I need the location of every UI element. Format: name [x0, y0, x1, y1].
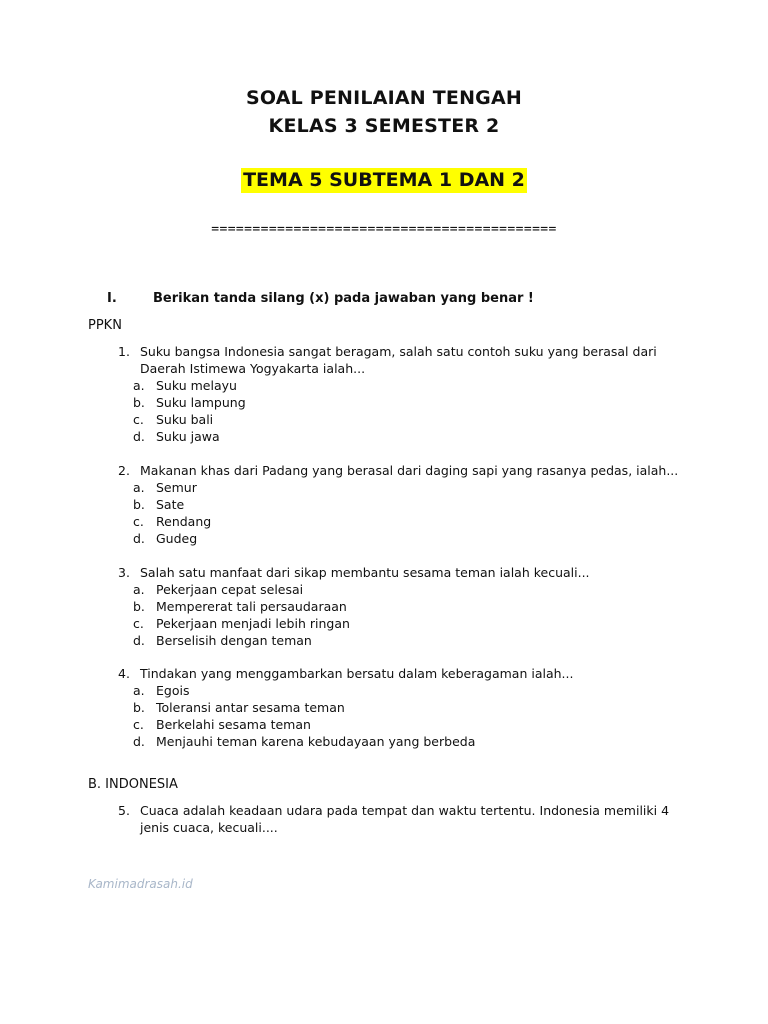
instruction-number: I.: [107, 291, 117, 306]
option-text: Suku melayu: [156, 378, 237, 393]
question-line: [118, 802, 678, 819]
option-text: Gudeg: [156, 531, 198, 546]
answer-option[interactable]: [118, 615, 678, 632]
section-heading-bahasa-indonesia: B. INDONESIA: [88, 777, 178, 792]
question-4: [118, 665, 678, 750]
answer-option[interactable]: [118, 682, 678, 699]
instruction-text: Berikan tanda silang (x) pada jawaban yang benar !: [153, 291, 534, 306]
answer-option[interactable]: [118, 377, 678, 394]
option-letter: d.: [133, 429, 145, 444]
question-line: [118, 343, 678, 360]
question-text: Cuaca adalah keadaan udara pada tempat dan waktu tertentu. Indonesia memiliki 4: [140, 803, 670, 818]
option-letter: c.: [133, 717, 144, 732]
option-text: Pekerjaan cepat selesai: [156, 582, 304, 597]
question-2: [118, 462, 678, 547]
answer-option[interactable]: [118, 394, 678, 411]
answer-option[interactable]: [118, 496, 678, 513]
question-3: [118, 564, 678, 649]
question-text: Salah satu manfaat dari sikap membantu sesama teman ialah kecuali...: [140, 565, 590, 580]
option-letter: b.: [133, 599, 145, 614]
option-text: Toleransi antar sesama teman: [156, 700, 345, 715]
option-letter: c.: [133, 412, 144, 427]
option-letter: a.: [133, 378, 145, 393]
question-line: [118, 665, 678, 682]
answer-option[interactable]: [118, 598, 678, 615]
theme-heading-wrapper: [0, 168, 768, 193]
option-text: Berkelahi sesama teman: [156, 717, 311, 732]
option-text: Egois: [156, 683, 190, 698]
question-number: 2.: [118, 463, 130, 478]
option-letter: a.: [133, 480, 145, 495]
option-letter: b.: [133, 497, 145, 512]
answer-option[interactable]: [118, 513, 678, 530]
answer-option[interactable]: [118, 428, 678, 445]
option-letter: a.: [133, 582, 145, 597]
option-text: Mempererat tali persaudaraan: [156, 599, 347, 614]
option-letter: b.: [133, 395, 145, 410]
answer-option[interactable]: [118, 411, 678, 428]
question-1: [118, 343, 678, 445]
option-text: Suku lampung: [156, 395, 246, 410]
option-text: Suku bali: [156, 412, 214, 427]
question-number: 3.: [118, 565, 130, 580]
section-heading-ppkn: PPKN: [88, 318, 122, 333]
question-5: [118, 802, 678, 836]
option-text: Suku jawa: [156, 429, 220, 444]
option-text: Pekerjaan menjadi lebih ringan: [156, 616, 350, 631]
question-number: 1.: [118, 344, 130, 359]
document-title-line-2: KELAS 3 SEMESTER 2: [268, 115, 500, 137]
footer-watermark: Kamimadrasah.id: [88, 877, 193, 891]
answer-option[interactable]: [118, 479, 678, 496]
option-text: Berselisih dengan teman: [156, 633, 312, 648]
answer-option[interactable]: [118, 699, 678, 716]
divider-line: ==========================================: [211, 222, 557, 237]
answer-option[interactable]: [118, 733, 678, 750]
question-text: Tindakan yang menggambarkan bersatu dalam keberagaman ialah...: [140, 666, 574, 681]
answer-option[interactable]: [118, 632, 678, 649]
question-line: [118, 462, 678, 479]
answer-option[interactable]: [118, 581, 678, 598]
option-text: Rendang: [156, 514, 212, 529]
option-letter: d.: [133, 633, 145, 648]
question-number: 5.: [118, 803, 130, 818]
question-text: Makanan khas dari Padang yang berasal dari daging sapi yang rasanya pedas, ialah...: [140, 463, 679, 478]
option-text: Sate: [156, 497, 185, 512]
question-text: jenis cuaca, kecuali....: [140, 820, 278, 835]
option-letter: b.: [133, 700, 145, 715]
document-title-line-1: SOAL PENILAIAN TENGAH: [246, 87, 522, 109]
answer-option[interactable]: [118, 530, 678, 547]
option-letter: d.: [133, 531, 145, 546]
option-letter: d.: [133, 734, 145, 749]
answer-option[interactable]: [118, 716, 678, 733]
question-line: [118, 819, 678, 836]
question-line: [118, 564, 678, 581]
option-letter: c.: [133, 616, 144, 631]
question-number: 4.: [118, 666, 130, 681]
question-line: [118, 360, 678, 377]
option-letter: c.: [133, 514, 144, 529]
option-text: Menjauhi teman karena kebudayaan yang berbeda: [156, 734, 476, 749]
option-letter: a.: [133, 683, 145, 698]
question-text: Daerah Istimewa Yogyakarta ialah...: [140, 361, 366, 376]
question-text: Suku bangsa Indonesia sangat beragam, salah satu contoh suku yang berasal dari: [140, 344, 657, 359]
option-text: Semur: [156, 480, 197, 495]
theme-heading: TEMA 5 SUBTEMA 1 DAN 2: [243, 169, 525, 191]
